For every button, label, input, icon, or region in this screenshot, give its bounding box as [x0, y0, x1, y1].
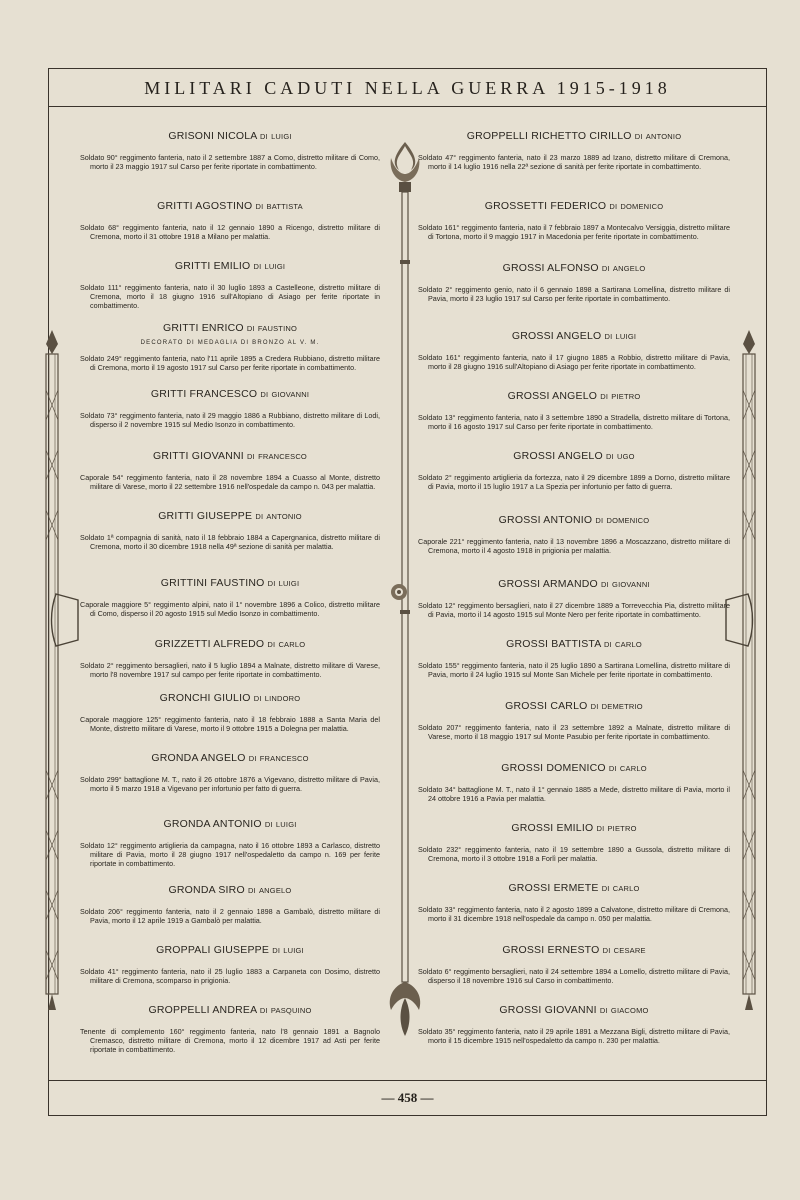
father-name: LUIGI: [275, 820, 297, 829]
service-record-text: Caporale 54° reggimento fanteria, nato il 28 novembre 1894 a Cuasso al Monte, distretto militare di Varese, morto il 22 settembre 1916 nell'ospedale da campo n. 043 per malattia.: [80, 473, 380, 491]
di-particle: DI: [590, 702, 599, 711]
father-name: CARLO: [612, 884, 640, 893]
service-record-text: Soldato 73° reggimento fanteria, nato il 29 maggio 1886 a Rubbiano, distretto militare di Lodi, disperso il 2 novembre 1915 sul Medio Isonzo in combattimento.: [80, 411, 380, 429]
father-name: ANGELO: [612, 264, 646, 273]
father-name: CESARE: [613, 946, 646, 955]
father-name: UGO: [617, 452, 635, 461]
surname-given-name: GROSSI BATTISTA: [506, 638, 601, 650]
soldier-name: [80, 638, 380, 650]
father-name: ANTONIO: [266, 512, 302, 521]
di-particle: DI: [602, 946, 611, 955]
service-record-text: Tenente di complemento 160° reggimento fanteria, nato l'8 gennaio 1891 a Bagnolo Cremasco, distretto militare di Cremona, morto il 12 dicembre 1917 ad Asti per ferite riportate in combattimento.: [80, 1027, 380, 1054]
di-particle: DI: [267, 640, 276, 649]
surname-given-name: GROSSI ANGELO: [513, 450, 603, 462]
soldier-name: [80, 884, 380, 896]
surname-given-name: GROSSI ERNESTO: [502, 944, 600, 956]
father-name: CARLO: [278, 640, 306, 649]
service-record-text: Soldato 206° reggimento fanteria, nato il 2 gennaio 1898 a Gambalò, distretto militare di Pavia, morto il 12 aprile 1919 a Gambalò per malattia.: [80, 907, 380, 925]
obituary-entry: [80, 510, 380, 551]
di-particle: DI: [605, 452, 614, 461]
service-record-text: Caporale 221° reggimento fanteria, nato il 13 novembre 1896 a Moscazzano, distretto militare di Cremona, morto il 4 agosto 1918 in prigionia per malattia.: [418, 537, 730, 555]
obituary-entry: [80, 577, 380, 618]
father-name: LUIGI: [615, 332, 637, 341]
soldier-name: [80, 130, 380, 142]
surname-given-name: GROSSETTI FEDERICO: [484, 200, 607, 212]
di-particle: DI: [255, 512, 264, 521]
obituary-entry: [80, 944, 380, 985]
surname-given-name: GROSSI DOMENICO: [501, 762, 606, 774]
di-particle: DI: [255, 202, 264, 211]
service-record-text: Caporale maggiore 125° reggimento fanteria, nato il 18 febbraio 1888 a Santa Maria del Monte, distretto militare di Varese, morto il 9 ottobre 1915 a Dolegna per malattia.: [80, 715, 380, 733]
soldier-name: [80, 1004, 380, 1016]
father-name: LUIGI: [283, 946, 304, 955]
service-record-text: Soldato 161° reggimento fanteria, nato il 7 febbraio 1897 a Montecalvo Versiggia, distretto militare di Tortona, morto il 9 maggio 1917 in Macedonia per ferite riportate in combattimento.: [418, 223, 730, 241]
di-particle: DI: [604, 640, 612, 649]
di-particle: DI: [247, 886, 256, 895]
soldier-name: [418, 882, 730, 894]
soldier-name: [418, 700, 730, 712]
obituary-entry: [80, 450, 380, 491]
fasces-ornament-right: [735, 330, 763, 1010]
soldier-name: [80, 322, 380, 334]
soldier-name: [418, 1004, 730, 1016]
surname-given-name: GROSSI ERMETE: [508, 882, 599, 894]
obituary-entry: [418, 514, 730, 555]
father-name: DOMENICO: [620, 202, 664, 211]
service-record-text: Soldato 90° reggimento fanteria, nato il 2 settembre 1887 a Como, distretto militare di Como, morto il 23 maggio 1917 sul Carso per ferite riportate in combattimento.: [80, 153, 380, 171]
rosette-ornament: [389, 582, 409, 602]
soldier-name: [418, 450, 730, 462]
obituary-entry: [418, 762, 730, 803]
surname-given-name: GROSSI ARMANDO: [498, 578, 598, 590]
surname-given-name: GROPPALI GIUSEPPE: [156, 944, 270, 956]
fasces-ornament-left: [38, 330, 66, 1010]
di-particle: DI: [248, 754, 257, 763]
father-name: LUIGI: [271, 132, 292, 141]
obituary-entry: [418, 822, 730, 863]
surname-given-name: GROPPELLI RICHETTO CIRILLO: [466, 130, 632, 142]
father-name: DEMETRIO: [601, 702, 643, 711]
father-name: LUIGI: [264, 262, 286, 271]
father-name: GIACOMO: [610, 1006, 649, 1015]
obituary-entry: [80, 638, 380, 679]
father-name: GIOVANNI: [271, 390, 310, 399]
di-particle: DI: [608, 764, 617, 773]
di-particle: DI: [601, 580, 609, 589]
surname-given-name: GROSSI GIOVANNI: [499, 1004, 597, 1016]
di-particle: DI: [600, 392, 609, 401]
father-name: ANTONIO: [645, 132, 682, 141]
surname-given-name: GRISONI NICOLA: [168, 130, 257, 142]
father-name: PASQUINO: [270, 1006, 312, 1015]
service-record-text: Soldato 34° battaglione M. T., nato il 1° gennaio 1885 a Mede, distretto militare di Pavia, morto il 24 ottobre 1916 a Pavia per malattia.: [418, 785, 730, 803]
father-name: ANGELO: [258, 886, 292, 895]
soldier-name: [80, 200, 380, 212]
soldier-name: [418, 390, 730, 402]
surname-given-name: GROSSI ANGELO: [507, 390, 598, 402]
di-particle: DI: [609, 202, 618, 211]
axe-blade-left: [50, 590, 80, 650]
surname-given-name: GROSSI ALFONSO: [502, 262, 599, 274]
soldier-name: [418, 330, 730, 342]
soldier-name: [80, 510, 380, 522]
page-title: MILITARI CADUTI NELLA GUERRA 1915-1918: [144, 78, 671, 98]
soldier-name: [418, 514, 730, 526]
service-record-text: Soldato 2° reggimento bersaglieri, nato il 5 luglio 1894 a Malnate, distretto militare di Varese, morto l'8 novembre 1917 sul campo per ferite riportate in combattimento.: [80, 661, 380, 679]
surname-given-name: GRITTINI FAUSTINO: [160, 577, 265, 589]
soldier-name: [80, 577, 380, 589]
di-particle: DI: [595, 516, 604, 525]
surname-given-name: GRITTI AGOSTINO: [157, 200, 253, 212]
soldier-name: [80, 944, 380, 956]
surname-given-name: GROSSI CARLO: [505, 700, 588, 712]
father-name: LINDORO: [264, 694, 301, 703]
service-record-text: Soldato 68° reggimento fanteria, nato il 12 gennaio 1890 a Ricengo, distretto militare di Cremona, morto il 31 ottobre 1918 a Milano per malattia.: [80, 223, 380, 241]
di-particle: DI: [601, 884, 610, 893]
father-name: CARLO: [615, 640, 642, 649]
di-particle: DI: [601, 264, 610, 273]
service-record-text: Soldato 2° reggimento artiglieria da fortezza, nato il 29 dicembre 1899 a Dorno, distretto militare di Pavia, morto il 15 luglio 1917 a La Spezia per infortunio per fatto di guerra.: [418, 473, 730, 491]
obituary-entry: [418, 882, 730, 923]
soldier-name: [80, 260, 380, 272]
di-particle: DI: [599, 1006, 608, 1015]
father-name: GIOVANNI: [612, 580, 650, 589]
soldier-name: [418, 578, 730, 590]
obituary-entry: [418, 262, 730, 303]
soldier-name: [80, 818, 380, 830]
obituary-entry: [80, 260, 380, 310]
obituary-entry: [418, 944, 730, 985]
service-record-text: Caporale maggiore 5° reggimento alpini, nato il 1° novembre 1896 a Colico, distretto militare di Como, disperso il 20 agosto 1915 sul Medio Isonzo in combattimento.: [80, 600, 380, 618]
di-particle: DI: [267, 579, 276, 588]
service-record-text: Soldato 155° reggimento fanteria, nato il 25 luglio 1890 a Sartirana Lomellina, distretto militare di Pavia, morto il 24 luglio 1915 sul Monte San Michele per ferite riportate in combattimento.: [418, 661, 730, 679]
soldier-name: [418, 638, 730, 650]
obituary-entry: [418, 1004, 730, 1045]
service-record-text: Soldato 207° reggimento fanteria, nato il 23 settembre 1892 a Malnate, distretto militare di Varese, morto il 18 maggio 1917 sul Monte Pasubio per ferite riportate in combattimento.: [418, 723, 730, 741]
obituary-entry: [80, 884, 380, 925]
decoration-note: DECORATO DI MEDAGLIA DI BRONZO AL V. M.: [140, 340, 320, 346]
obituary-entry: [418, 638, 730, 679]
surname-given-name: GRONDA ANTONIO: [163, 818, 262, 830]
obituary-entry: [418, 390, 730, 431]
obituary-entry: [418, 200, 730, 241]
service-record-text: Soldato 35° reggimento fanteria, nato il 29 aprile 1891 a Mezzana Bigli, distretto militare di Pavia, morto il 15 dicembre 1915 nell'ospedaletto da campo n. 230 per malattia.: [418, 1027, 730, 1045]
obituary-entry: [80, 130, 380, 171]
header-rule: [48, 106, 767, 107]
father-name: PIETRO: [611, 392, 641, 401]
service-record-text: Soldato 111° reggimento fanteria, nato il 30 luglio 1893 a Castelleone, distretto militare di Cremona, morto il 18 giugno 1916 sull'Altopiano di Asiago per ferite riportate in combattimento.: [80, 283, 380, 310]
obituary-entry: [80, 388, 380, 429]
page-number: — 458 —: [381, 1090, 434, 1105]
di-particle: DI: [260, 132, 268, 141]
soldier-name: [80, 388, 380, 400]
soldier-name: [418, 262, 730, 274]
service-record-text: Soldato 299° battaglione M. T., nato il 26 ottobre 1876 a Vigevano, distretto militare di Pavia, morto il 5 marzo 1918 a Vigevano per infortunio per fatto di guerra.: [80, 775, 380, 793]
service-record-text: Soldato 47° reggimento fanteria, nato il 23 marzo 1889 ad Izano, distretto militare di Cremona, morto il 14 luglio 1916 nella 22ª sezione di sanità per ferite riportate in combattimento.: [418, 153, 730, 171]
surname-given-name: GRITTI EMILIO: [174, 260, 251, 272]
service-record-text: Soldato 2° reggimento genio, nato il 6 gennaio 1898 a Sartirana Lomellina, distretto militare di Pavia, morto il 23 luglio 1917 sul Carso per ferite riportate in combattimento.: [418, 285, 730, 303]
di-particle: DI: [604, 332, 613, 341]
obituary-entry: [80, 200, 380, 241]
father-name: CARLO: [619, 764, 647, 773]
surname-given-name: GRONDA ANGELO: [151, 752, 246, 764]
service-record-text: Soldato 41° reggimento fanteria, nato il 25 luglio 1883 a Carpaneta con Dosimo, distretto militare di Cremona, scomparso in prigionia.: [80, 967, 380, 985]
father-name: FAUSTINO: [257, 324, 298, 333]
service-record-text: Soldato 249° reggimento fanteria, nato l'11 aprile 1895 a Credera Rubbiano, distretto militare di Cremona, morto il 19 agosto 1917 sul Carso per ferite riportate in combattimento.: [80, 354, 380, 372]
soldier-name: [80, 752, 380, 764]
father-name: PIETRO: [607, 824, 637, 833]
di-particle: DI: [253, 262, 262, 271]
di-particle: DI: [272, 946, 281, 955]
obituary-entry: [418, 330, 730, 371]
soldier-name: [80, 450, 380, 462]
service-record-text: Soldato 33° reggimento fanteria, nato il 2 agosto 1899 a Calvatone, distretto militare di Cremona, morto il 31 dicembre 1918 nell'ospedale da campo n. 050 per malattia.: [418, 905, 730, 923]
footer-rule: [48, 1080, 767, 1081]
surname-given-name: GRITTI GIOVANNI: [153, 450, 244, 462]
service-record-text: Soldato 13° reggimento fanteria, nato il 3 settembre 1890 a Stradella, distretto militare di Tortona, morto il 16 agosto 1917 sul Carso per ferite riportate in combattimento.: [418, 413, 730, 431]
obituary-entry: [418, 130, 730, 171]
di-particle: DI: [247, 452, 255, 461]
service-record-text: Soldato 161° reggimento fanteria, nato il 17 giugno 1885 a Robbio, distretto militare di Pavia, morto il 28 giugno 1916 sull'Altopiano di Asiago per ferite riportate in combattimento.: [418, 353, 730, 371]
obituary-entry: [418, 450, 730, 491]
di-particle: DI: [634, 132, 643, 141]
father-name: FRANCESCO: [258, 452, 307, 461]
surname-given-name: GRIZZETTI ALFREDO: [154, 638, 265, 650]
service-record-text: Soldato 1ª compagnia di sanità, nato il 18 febbraio 1884 a Capergnanica, distretto militare di Cremona, morto il 30 dicembre 1918 nella 49ª sezione di sanità per malattia.: [80, 533, 380, 551]
di-particle: DI: [259, 1006, 268, 1015]
father-name: BATTISTA: [266, 202, 303, 211]
obituary-entry: [418, 578, 730, 619]
di-particle: DI: [246, 324, 255, 333]
obituary-entry: [80, 1004, 380, 1054]
soldier-name: [418, 944, 730, 956]
soldier-name: [80, 692, 380, 704]
soldier-name: [418, 130, 730, 142]
obituary-entry: [80, 818, 380, 868]
surname-given-name: GRONDA SIRO: [168, 884, 245, 896]
father-name: FRANCESCO: [259, 754, 309, 763]
surname-given-name: GRITTI FRANCESCO: [150, 388, 258, 400]
service-record-text: Soldato 6° reggimento bersaglieri, nato il 24 settembre 1894 a Lomello, distretto militare di Pavia, disperso il 18 novembre 1916 sul Carso in combattimento.: [418, 967, 730, 985]
surname-given-name: GROSSI ANGELO: [511, 330, 602, 342]
surname-given-name: GROSSI ANTONIO: [498, 514, 593, 526]
obituary-entry: [80, 752, 380, 793]
obituary-entry: [80, 322, 380, 372]
father-name: DOMENICO: [606, 516, 650, 525]
service-record-text: Soldato 12° reggimento bersaglieri, nato il 27 dicembre 1889 a Torrevecchia Pia, distretto militare di Pavia, morto il 14 agosto 1915 sul Monte Nero per ferite riportate in combattimento.: [418, 601, 730, 619]
surname-given-name: GRITTI GIUSEPPE: [158, 510, 253, 522]
soldier-name: [418, 200, 730, 212]
di-particle: DI: [260, 390, 269, 399]
obituary-entry: [80, 692, 380, 733]
di-particle: DI: [264, 820, 273, 829]
di-particle: DI: [596, 824, 605, 833]
di-particle: DI: [253, 694, 262, 703]
surname-given-name: GRITTI ENRICO: [162, 322, 244, 334]
surname-given-name: GROPPELLI ANDREA: [148, 1004, 257, 1016]
service-record-text: Soldato 12° reggimento artiglieria da campagna, nato il 16 ottobre 1893 a Carlasco, distretto militare di Pavia, morto il 28 giugno 1917 nell'ospedaletto da campo n. 169 per ferite riportate in combattimento.: [80, 841, 380, 868]
service-record-text: Soldato 232° reggimento fanteria, nato il 19 settembre 1890 a Gussola, distretto militare di Cremona, morto il 3 ottobre 1918 a Forlì per malattia.: [418, 845, 730, 863]
soldier-name: [418, 822, 730, 834]
obituary-entry: [418, 700, 730, 741]
surname-given-name: GRONCHI GIULIO: [159, 692, 251, 704]
soldier-name: [418, 762, 730, 774]
surname-given-name: GROSSI EMILIO: [511, 822, 594, 834]
father-name: LUIGI: [278, 579, 300, 588]
